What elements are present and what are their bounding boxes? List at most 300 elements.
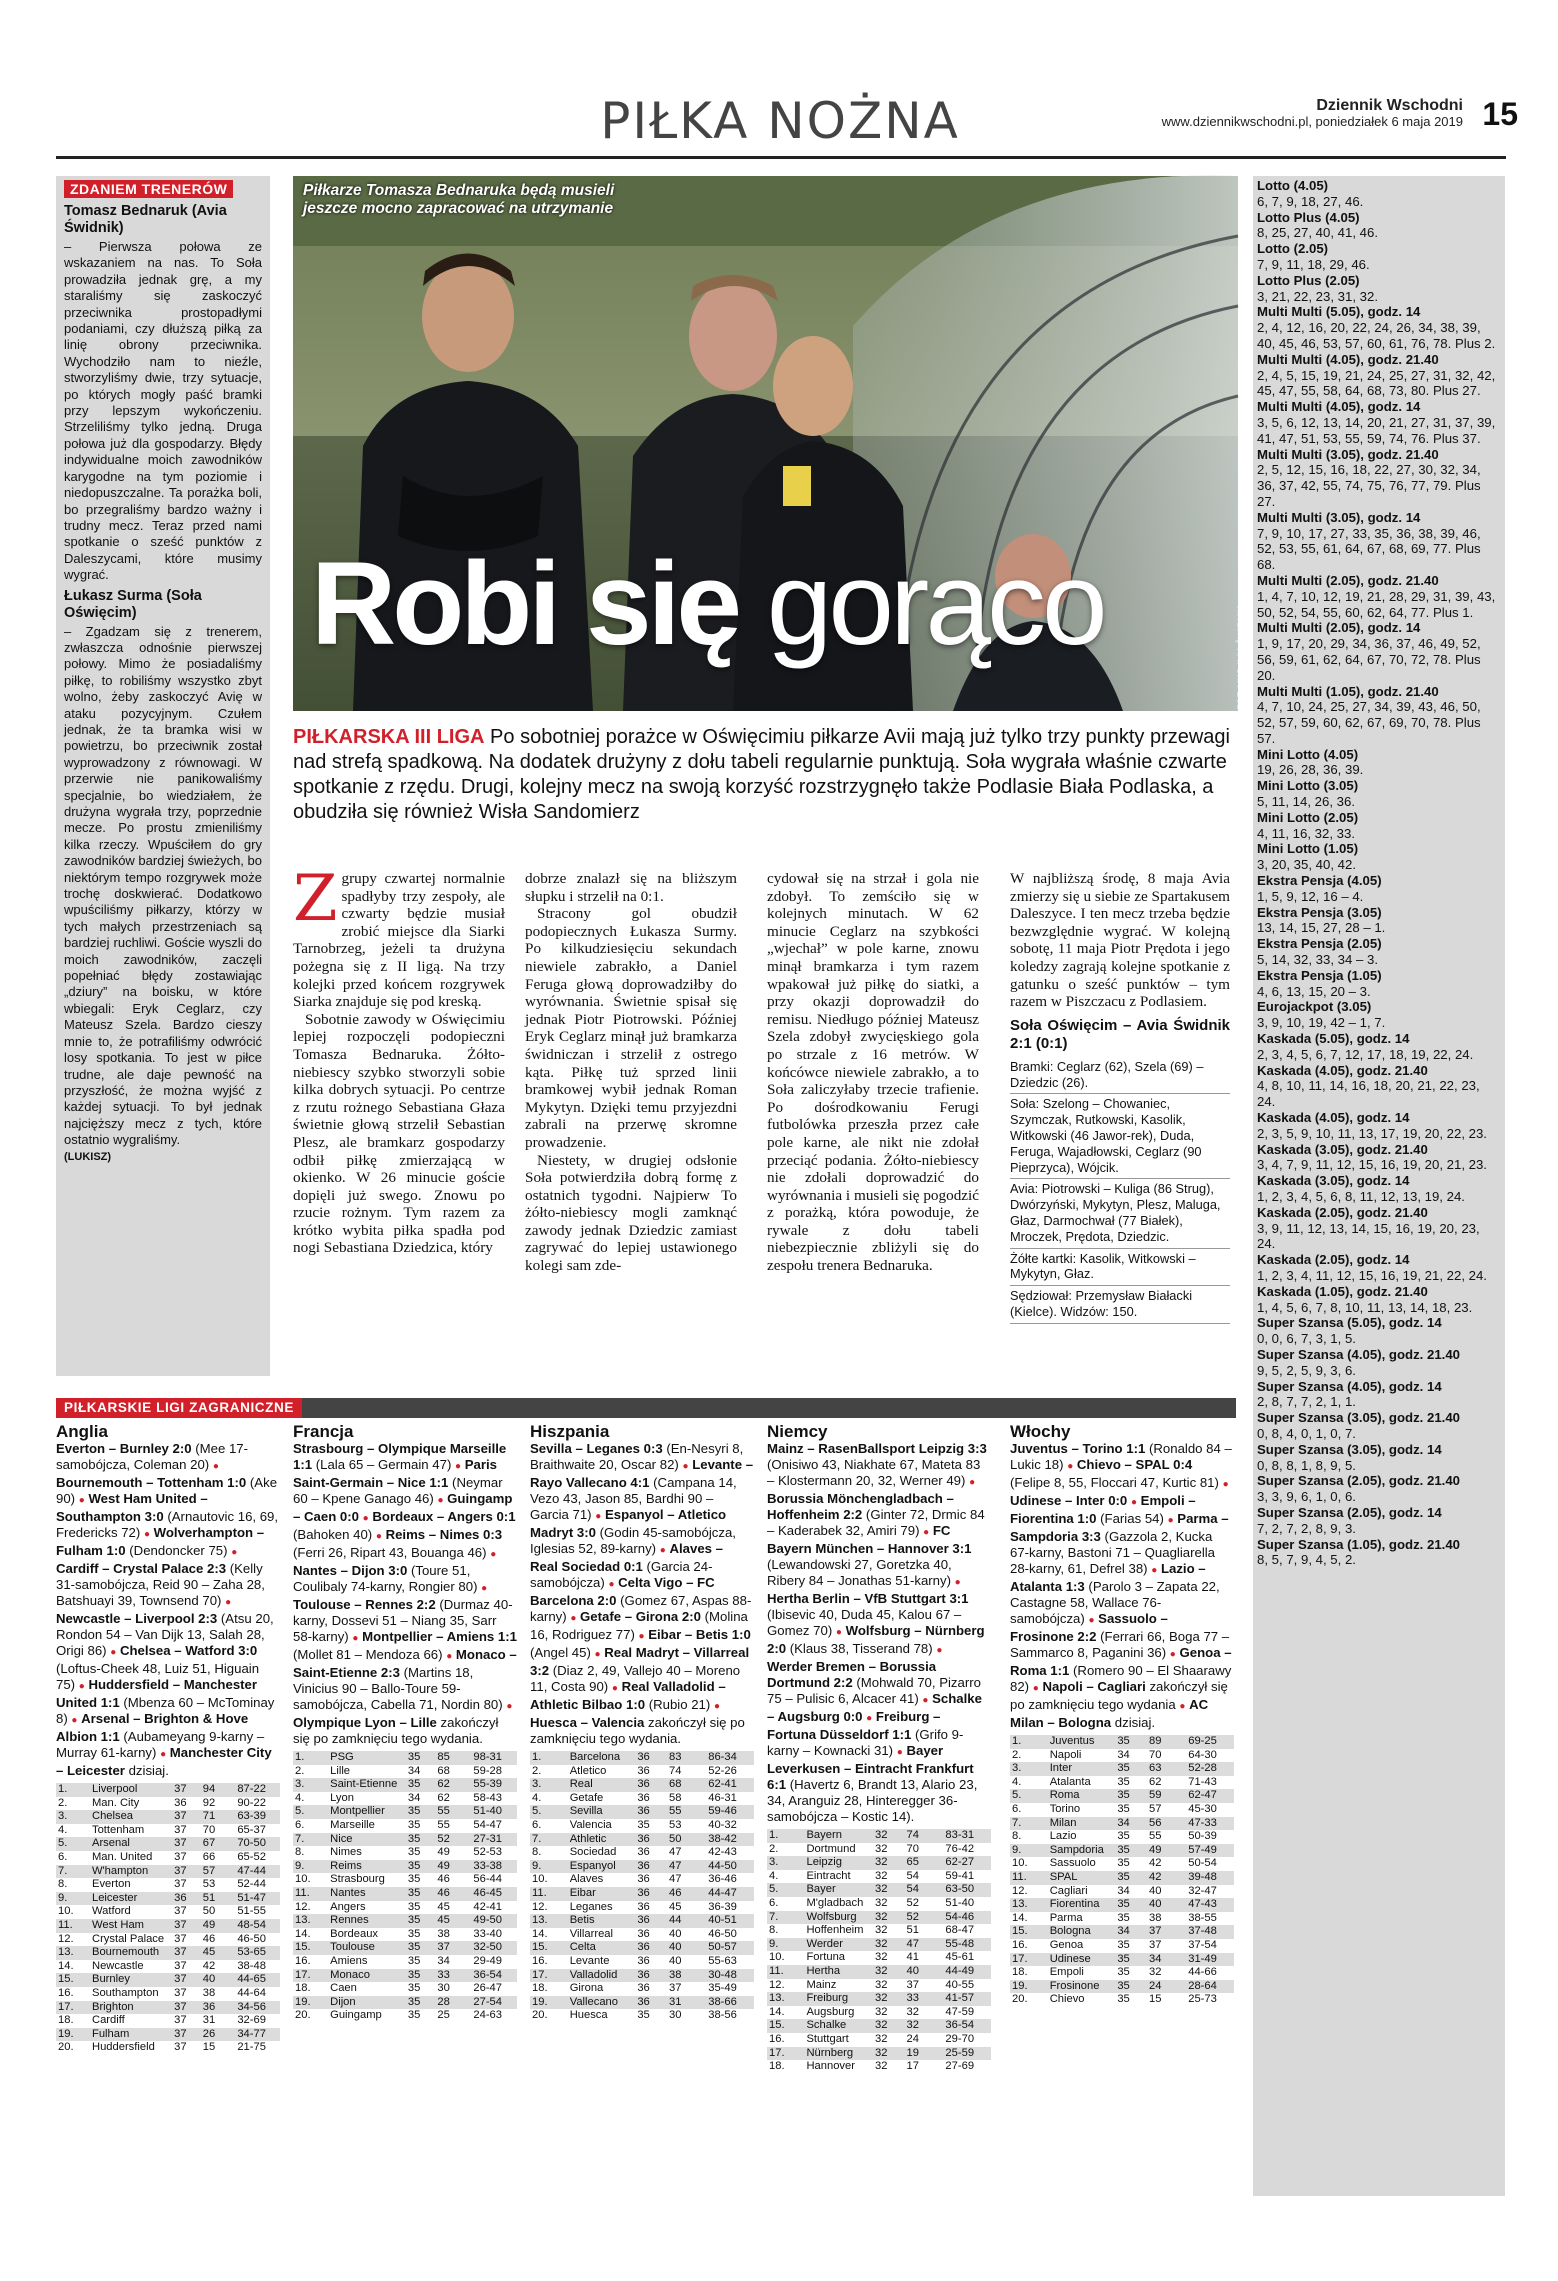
table-cell: 5. [58,1837,68,1850]
table-cell: 36 [637,1846,650,1859]
table-cell: Chelsea [91,1810,134,1823]
lotto-draw-numbers: 2, 8, 7, 7, 2, 1, 1. [1257,1394,1356,1410]
table-cell: Angers [330,1900,366,1913]
lotto-draw-title: Multi Multi (4.05), godz. 14 [1257,399,1421,415]
table-cell: 16. [1012,1938,1028,1951]
lotto-draw-numbers: 6, 7, 9, 18, 27, 46. [1257,193,1364,209]
table-cell: 37 [906,1978,919,1991]
table-row [293,1778,517,1792]
table-cell: 8. [58,1878,68,1891]
table-cell: 57 [1149,1802,1162,1815]
match-sola-lineup: Soła: Szelong – Chowaniec, Szymczak, Rutkowski, Kasolik, Witkowski (46 Jawor-rek), Duda, Feruga, Wajadłowski, Ceglarz (90 Pieprzyca), Wójcik. [1010,1094,1230,1179]
lotto-draw-title: Mini Lotto (1.05) [1257,841,1359,857]
page-number: 15 [1482,96,1518,132]
table-cell: 37 [174,2041,187,2054]
match-referee: Sędziował: Przemysław Białacki (Kielce). Widzów: 150. [1010,1286,1230,1324]
match-goals: Bramki: Ceglarz (62), Szela (69) – Dziedzic (26). [1010,1057,1230,1095]
lotto-draw-numbers: 13, 14, 15, 27, 28 – 1. [1257,920,1386,936]
table-row [767,1951,991,1965]
lotto-draw-title: Multi Multi (3.05), godz. 14 [1257,509,1421,525]
table-cell: 30 [669,2009,682,2022]
table-row [56,1865,280,1879]
coach-signature: (LUKISZ) [64,1150,112,1163]
lotto-draw-numbers: 5, 14, 32, 33, 34 – 3. [1257,952,1378,968]
lotto-draw-numbers: 1, 2, 3, 4, 5, 6, 8, 11, 12, 13, 19, 24. [1257,1189,1465,1204]
table-cell: 4. [295,1791,305,1804]
photo-credit: FOT. MKS AVIA ŚWIDNIK [1236,606,1246,710]
table-cell: Tottenham [91,1823,145,1836]
league-niemcy [767,1424,991,2074]
table-cell: Nice [330,1832,353,1845]
table-cell: 45-30 [1188,1802,1217,1815]
lotto-draw-title: Multi Multi (2.05), godz. 14 [1257,620,1421,636]
table-cell: 34 [407,1791,421,1804]
table-cell: 35 [1117,1802,1130,1815]
table-cell: 47-44 [237,1864,266,1877]
table-cell: 12. [1012,1884,1028,1897]
table-cell: 45 [437,1914,450,1927]
table-cell: 7. [1012,1816,1022,1829]
table-cell: 35 [407,1818,421,1831]
table-cell: 52 [437,1832,450,1845]
table-cell: 9. [295,1859,305,1872]
table-cell: Barcelona [569,1751,621,1763]
table-cell: Hertha [806,1964,841,1977]
lotto-draw-numbers: 2, 4, 5, 15, 19, 21, 24, 25, 27, 31, 32, 42, 45, 47, 55, 58, 64, 68, 73, 80. Plus 27. [1257,367,1496,399]
table-cell: 52-28 [1188,1762,1217,1775]
table-cell: 18. [1012,1966,1028,1979]
match-report [1010,1057,1230,1324]
paper-name: Dziennik Wschodni [1316,97,1463,114]
foreign-leagues-bar [56,1398,1236,1418]
table-cell: 50 [202,1905,216,1918]
table-row [56,1905,280,1919]
lotto-draw-numbers: 2, 3, 4, 5, 6, 7, 12, 17, 18, 19, 22, 24. [1257,1046,1474,1062]
table-cell: 51-40 [945,1896,975,1909]
table-cell: 13. [295,1914,311,1927]
table-cell: 35 [407,1995,421,2008]
table-cell: 2. [769,1842,779,1855]
table-cell: Toulouse [330,1941,375,1954]
table-cell: 19. [58,2027,74,2040]
table-row [293,1982,517,1996]
table-cell: 35 [1117,1789,1130,1802]
table-row [293,2009,517,2023]
table-cell: 42-41 [473,1900,502,1913]
table-cell: 36 [637,1968,650,1981]
table-cell: 94 [202,1783,216,1795]
match-title: Soła Oświęcim – Avia Świdnik 2:1 (0:1) [1010,1016,1230,1052]
table-cell: 35 [1117,1735,1130,1747]
table-cell: 70 [202,1823,216,1836]
table-cell: 87-22 [237,1783,266,1795]
lotto-draw-title: Kaskada (2.05), godz. 21.40 [1257,1204,1428,1220]
table-cell: 35 [637,1818,650,1831]
table-cell: 55 [437,1818,450,1831]
table-cell: 42-43 [708,1846,737,1859]
table-cell: 37 [174,1864,187,1877]
table-cell: 53 [202,1878,216,1891]
table-row [293,1914,517,1928]
table-cell: 50-57 [708,1941,737,1954]
table-row [56,1878,280,1892]
table-cell: 13. [58,1946,74,1959]
table-cell: Real [569,1778,593,1791]
table-cell: 52-44 [237,1878,266,1891]
table-cell: 17. [769,2046,785,2059]
table-row [530,1751,754,1765]
table-cell: Espanyol [569,1859,616,1872]
table-cell: Juventus [1049,1735,1095,1747]
table-cell: Rennes [330,1914,369,1927]
lotto-draw-title: Super Szansa (1.05), godz. 21.40 [1257,1536,1461,1552]
table-cell: 34-77 [237,2027,266,2040]
article-para: Niestety, w drugiej odsłonie Soła potwierdziła dobrą formę z ostatnich tygodni. Najpierw To żółto-niebiescy mogli zamknąć zawody jednak Dziedzic zamiast zagrywać do lepiej ustawionego kolegi sam zde- [525,1151,737,1275]
table-cell: 11. [1012,1870,1027,1883]
table-row [293,1928,517,1942]
table-cell: Man. United [91,1850,153,1863]
table-cell: 34 [407,1764,421,1777]
table-cell: 10. [295,1873,311,1886]
table-cell: 55 [437,1805,450,1818]
table-cell: 36 [174,1796,187,1809]
section-title: PIŁKA NOŻNA [600,92,960,150]
coach-name-1: Tomasz Bednaruk (Avia Świdnik) [64,203,227,236]
table-cell: 51-55 [237,1905,266,1918]
table-cell: 38-66 [708,1995,737,2008]
table-cell: Sevilla [569,1805,603,1818]
lotto-draw-title: Kaskada (1.05), godz. 21.40 [1257,1283,1428,1299]
table-cell: 11. [58,1918,73,1931]
table-cell: 36 [637,1914,650,1927]
table-cell: 36 [637,1886,650,1899]
table-cell: 37 [174,1986,187,1999]
lotto-draw-numbers: 3, 4, 7, 9, 11, 12, 15, 16, 19, 20, 21, 23. [1257,1157,1487,1173]
table-cell: 37 [174,1932,187,1945]
table-cell: Frosinone [1049,1979,1100,1992]
table-cell: Huesca [569,2009,608,2022]
lotto-draw-title: Super Szansa (4.05), godz. 14 [1257,1378,1442,1394]
table-cell: Leganes [569,1900,613,1913]
table-row [1010,1885,1234,1899]
table-cell: 42 [1149,1857,1162,1870]
table-cell: 12. [58,1932,74,1945]
table-cell: Udinese [1049,1952,1091,1965]
table-cell: 44 [669,1914,682,1927]
table-cell: 35 [1117,1870,1130,1883]
table-row [767,1911,991,1925]
table-cell: 5. [295,1805,305,1818]
table-row [293,1860,517,1874]
table-row [767,1856,991,1870]
table-row [767,1992,991,2006]
table-cell: 55 [669,1805,682,1818]
table-row [530,1860,754,1874]
lotto-draw-title: Kaskada (3.05), godz. 14 [1257,1173,1410,1189]
table-cell: 54-47 [473,1818,502,1831]
table-cell: 12. [295,1900,311,1913]
table-cell: 62 [437,1791,450,1804]
table-cell: 46-50 [708,1927,737,1940]
table-cell: 10. [532,1873,548,1886]
league-włochy [1010,1424,1234,2007]
table-cell: 44-65 [237,1973,266,1986]
table-cell: 1. [295,1751,305,1763]
table-cell: 17. [1012,1952,1028,1965]
table-row [767,1965,991,1979]
table-cell: 8. [295,1846,305,1859]
table-cell: 62 [437,1778,450,1791]
table-cell: 40 [906,1964,919,1977]
lotto-draw-numbers: 1, 5, 9, 12, 16 – 4. [1257,888,1364,904]
table-cell: 45 [437,1900,450,1913]
table-cell: 16. [295,1954,311,1967]
table-cell: 4. [532,1791,542,1804]
table-cell: Dortmund [806,1842,856,1855]
table-cell: 40 [1149,1884,1162,1897]
article-lead [293,725,1238,825]
lotto-draw-numbers: 9, 5, 2, 5, 9, 3, 6. [1257,1362,1356,1378]
table-row [767,2060,991,2074]
masthead-info [1162,98,1463,130]
table-cell: Strasbourg [330,1873,385,1886]
table-cell: 71 [202,1810,216,1823]
table-row [1010,1735,1234,1749]
lotto-draw-title: Mini Lotto (2.05) [1257,809,1359,825]
table-cell: Montpellier [330,1805,385,1818]
table-row [767,1938,991,1952]
table-cell: 42 [202,1959,216,1972]
table-cell: 32-69 [237,2014,266,2027]
table-cell: Bournemouth [91,1946,160,1959]
table-row [293,1792,517,1806]
table-row [530,1914,754,1928]
table-row [56,1919,280,1933]
lotto-draw-numbers: 7, 9, 10, 17, 27, 33, 35, 36, 38, 39, 46, 52, 53, 55, 61, 64, 67, 68, 69, 77. Plus 68. [1257,525,1481,573]
lotto-draw-title: Lotto (2.05) [1257,241,1329,257]
table-cell: 46 [669,1886,682,1899]
table-cell: 83 [669,1751,682,1763]
table-cell: 32 [875,1829,888,1841]
lotto-draw-numbers: 3, 9, 11, 12, 13, 14, 15, 16, 19, 20, 23, 24. [1257,1220,1480,1252]
table-cell: 89 [1149,1735,1162,1747]
table-cell: 32 [875,2032,888,2045]
table-cell: 13. [1012,1898,1028,1911]
table-cell: M'gladbach [806,1896,864,1909]
table-cell: Stuttgart [806,2032,849,2045]
table-cell: Liverpool [91,1783,138,1795]
table-row [1010,1830,1234,1844]
table-cell: 52 [906,1896,919,1909]
table-cell: 57 [202,1864,216,1877]
table-cell: Hannover [806,2060,855,2073]
table-cell: 10. [769,1951,785,1964]
lotto-draw-numbers: 1, 4, 7, 10, 12, 19, 21, 28, 29, 31, 39, 43, 50, 52, 54, 55, 60, 62, 64, 77. Plus 1. [1257,588,1496,620]
table-cell: 37 [1149,1938,1162,1951]
lotto-draw-numbers: 3, 21, 22, 23, 31, 32. [1257,288,1378,304]
article-para: Sobotnie zawody w Oświęcimiu lepiej rozpoczęli podopieczni Tomasza Bednaruka. Żółto-niebiescy szybko stworzyli sobie kilka dobrych sytuacji. Po centrze z rzutu rożnego Sebastiana Głaza świetnie głową strzelił Sebastian Plesz, ale bramkarz gospodarzy odbił piłkę zmierzającą w okienko. W 26 minucie goście dopięli już swego. Znowu po rzucie rożnym. Tym razem za krótko wybita piłka spadła pod nogi Sebastiana Dziedzica, który [293,1010,505,1257]
table-cell: 11. [295,1886,310,1899]
table-cell: 36 [637,1873,650,1886]
table-cell: Sampdoria [1049,1843,1104,1856]
table-cell: 39-48 [1188,1870,1217,1883]
table-cell: 86-34 [708,1751,737,1763]
table-cell: 19. [295,1995,311,2008]
table-cell: Leipzig [806,1856,842,1869]
table-cell: 38-56 [708,2009,737,2022]
table-cell: 59-41 [945,1869,975,1882]
table-cell: 7. [58,1864,68,1877]
table-cell: 90-22 [237,1796,266,1809]
table-cell: 44-50 [708,1859,737,1872]
table-cell: 36 [202,2000,216,2013]
lotto-draw-title: Kaskada (2.05), godz. 14 [1257,1252,1410,1268]
table-cell: 37 [174,2027,187,2040]
table-cell: 37 [174,1810,187,1823]
league-results: Sevilla – Leganes 0:3 (En-Nesyri 8, Braithwaite 20, Oscar 82) ● Levante – Rayo Vallecano 4:1 (Campana 14, Vezo 43, Jason 85, Bardhi 90 – Garcia 71) ● Espanyol – Atletico Madryt 3:0 (Godin 45-samobójcza, Iglesias 52, 89-karny) ● Alaves – Real Sociedad 0:1 (Garcia 24-samobójcza) ● Celta Vigo – FC Barcelona 2:0 (Gomez 67, Aspas 88-karny) ● Getafe – Girona 2:0 (Molina 16, Rodriguez 77) ● Eibar – Betis 1:0 (Angel 45) ● Real Madryt – Villarreal 3:2 (Diaz 2, 49, Vallejo 40 – Moreno 11, Costa 90) ● Real Valladolid – Athletic Bilbao 1:0 (Rubio 21) ● Huesca – Valencia zakończył się po zamknięciu tego wydania. [530,1441,754,1746]
lotto-draw-numbers: 4, 8, 10, 11, 14, 16, 18, 20, 21, 22, 23, 24. [1257,1078,1480,1110]
lotto-draw-numbers: 2, 5, 12, 15, 16, 18, 22, 27, 30, 32, 34, 36, 37, 42, 55, 74, 75, 76, 77, 79. Plus 27. [1257,462,1481,509]
lotto-draw-numbers: 1, 4, 5, 6, 7, 8, 10, 11, 13, 14, 18, 23. [1257,1299,1473,1315]
url-date: www.dziennikwschodni.pl, poniedziałek 6 maja 2019 [1161,114,1463,129]
table-cell: 36 [637,1778,650,1791]
league-table [767,1829,991,2074]
table-cell: 59 [1149,1789,1162,1802]
lotto-draw-numbers: 4, 11, 16, 32, 33. [1257,825,1356,841]
table-row [1010,1939,1234,1953]
table-row [293,1846,517,1860]
table-cell: Werder [806,1937,843,1950]
table-cell: 18. [58,2014,74,2027]
table-cell: 41 [906,1951,919,1964]
table-cell: 58 [669,1791,682,1804]
table-cell: 7. [295,1832,305,1845]
table-row [530,1833,754,1847]
table-cell: 55-63 [708,1954,737,1967]
table-cell: 36-39 [708,1900,737,1913]
table-cell: 34-56 [237,2000,266,2013]
lotto-draw-title: Ekstra Pensja (4.05) [1257,873,1382,889]
table-cell: 17 [906,2060,919,2073]
table-cell: 20. [532,2009,548,2022]
article-para: grupy czwartej normalnie spadłyby trzy zespoły, ale czwarty będzie musiał zrobić miejsce dla Siarki Tarnobrzeg, jeżeli ta drużyna pożegna się z II ligą. Na trzy kolejki przed końcem rozgrywek Siarka znajduje się pod kreską. [293,870,505,1011]
table-cell: Watford [91,1905,131,1918]
table-cell: 36 [637,1805,650,1818]
table-cell: 35 [407,1941,421,1954]
league-table [1010,1735,1234,2007]
table-cell: 52 [906,1910,919,1923]
table-cell: 40 [669,1954,682,1967]
table-cell: 45 [202,1946,216,1959]
table-row [530,1873,754,1887]
table-cell: Southampton [91,1986,159,1999]
table-cell: 49 [437,1846,450,1859]
table-cell: 36 [637,1832,650,1845]
table-cell: 49 [437,1859,450,1872]
table-cell: 3. [769,1856,779,1869]
table-cell: 35 [407,1886,421,1899]
table-cell: 46 [437,1873,450,1886]
table-cell: 32 [875,2060,888,2073]
table-cell: 68 [669,1778,682,1791]
table-row [1010,1925,1234,1939]
table-cell: 37 [174,2000,187,2013]
table-cell: 32-47 [1188,1884,1217,1897]
table-cell: 6. [1012,1802,1022,1815]
table-cell: 74 [906,1829,919,1841]
table-cell: 70 [1149,1748,1162,1761]
lotto-draw-title: Super Szansa (2.05), godz. 14 [1257,1504,1442,1520]
table-cell: 62 [1149,1775,1162,1788]
lotto-draw-numbers: 3, 9, 10, 19, 42 – 1, 7. [1257,1015,1386,1031]
table-row [530,1819,754,1833]
table-cell: 34 [1149,1952,1162,1965]
table-cell: Arsenal [91,1837,130,1850]
table-row [530,1969,754,1983]
table-cell: 36 [637,1927,650,1940]
coach-tag: ZDANIEM TRENERÓW [64,180,233,198]
lotto-draw-numbers: 8, 5, 7, 9, 4, 5, 2. [1257,1552,1356,1568]
table-cell: 63-39 [237,1810,266,1823]
table-cell: 51-40 [473,1805,502,1818]
table-cell: West Ham [91,1918,144,1931]
table-cell: 69-25 [1188,1735,1217,1747]
table-row [56,1960,280,1974]
table-row [1010,1993,1234,2007]
lotto-draw-numbers: 2, 3, 5, 9, 10, 11, 13, 17, 19, 20, 22, 23. [1257,1125,1487,1141]
table-cell: 37 [174,2014,187,2027]
lotto-draw-title: Kaskada (3.05), godz. 21.40 [1257,1141,1428,1157]
lotto-draw-numbers: 4, 7, 10, 24, 25, 27, 34, 39, 43, 46, 50, 52, 57, 59, 60, 62, 67, 69, 70, 78. Plus 57. [1257,699,1481,746]
table-cell: SPAL [1049,1870,1078,1883]
table-cell: 58-43 [473,1791,502,1804]
table-cell: Mainz [806,1978,837,1991]
table-cell: 36-54 [945,2019,975,2032]
coach-text-2: – Zgadzam się z trenerem, zwłaszcza odnośnie pierwszej połowy. Mimo że posiadaliśmy piłkę, to robiliśmy wszystko zbyt wolno, żeby zaskoczyć Avię w ataku pozycyjnym. Czułem jednak, że ta bramka wisi w powietrzu, bo przeciwnik został wyprowadzony z równowagi. W przerwie nie panikowaliśmy specjalnie, bo wiedziałem, że drużyna wygrała trzy, poprzednie mecze. Po prostu zmieniliśmy kilka rzeczy. Wpuściłem do gry zawodników bardziej świeżych, bo niektórym tempo rozgrywek może trochę doskwierać. Dodatkowo wpuściliśmy piłkarzy, którzy w tych małych przestrzeniach są bardziej ruchliwi. Goście wyszli do moich zawodników, zaczęli popełniać błędy zostawiając „dziury” na boisku, w które wbiegali: Eryk Ceglarz, czy Mateusz Szela. Bardzo cieszy mnie to, że potrafiliśmy odwrócić losy spotkania. To jest w piłce trudne, ale daje pewność na przyszłość, że można wyjść z każdej sytuacji. To był jednak najcięższy mecz z tych, które ostatnio wygraliśmy. [64,623,262,1148]
article-para: dobrze znalazł się na bliższym słupku i strzelił na 0:1. [525,870,737,905]
table-cell: 14. [1012,1911,1028,1924]
table-row [530,1792,754,1806]
table-cell: 47-43 [1188,1898,1217,1911]
table-cell: 16. [532,1954,548,1967]
table-cell: 46-45 [473,1886,502,1899]
table-cell: 40 [1149,1898,1162,1911]
table-cell: 51 [202,1891,216,1904]
table-cell: 70-50 [237,1837,266,1850]
table-cell: 46 [437,1886,450,1899]
table-row [767,2033,991,2047]
table-cell: Empoli [1049,1966,1084,1979]
table-cell: 47 [669,1859,682,1872]
lotto-draw-title: Ekstra Pensja (1.05) [1257,967,1382,983]
table-cell: 11. [532,1886,547,1899]
table-cell: 49 [202,1918,216,1931]
table-cell: 1. [1012,1735,1022,1747]
league-anglia [56,1424,280,2055]
table-cell: 17. [295,1968,311,1981]
table-cell: 50-54 [1188,1857,1217,1870]
table-cell: 37 [174,1973,187,1986]
table-cell: Fortuna [806,1951,846,1964]
table-cell: 38-48 [237,1959,266,1972]
table-cell: 34 [1117,1884,1130,1897]
table-cell: 37 [174,1850,187,1863]
table-cell: 35 [1117,1762,1130,1775]
table-cell: Bayer [806,1883,836,1896]
table-row [293,1805,517,1819]
table-cell: 36 [637,1751,650,1763]
table-cell: 32 [1149,1966,1162,1979]
